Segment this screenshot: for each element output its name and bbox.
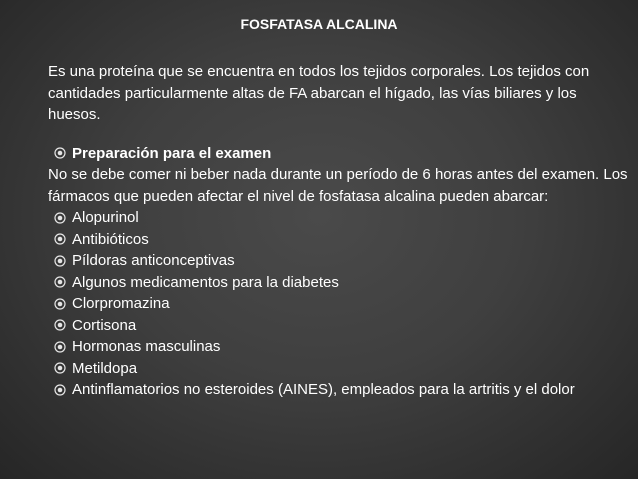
- circled-dot-bullet-icon: [48, 229, 72, 251]
- circled-dot-bullet-icon: [48, 358, 72, 380]
- list-item: [48, 207, 628, 229]
- list-item-text: Algunos medicamentos para la diabetes: [72, 273, 339, 291]
- section-heading: Preparación para el examen: [72, 144, 272, 162]
- list-item: [48, 358, 628, 380]
- list-item-text: Cortisona: [72, 316, 137, 334]
- circled-dot-bullet-icon: [48, 293, 72, 315]
- circled-dot-bullet-icon: [48, 336, 72, 358]
- circled-dot-bullet-icon: [48, 207, 72, 229]
- list-item: [48, 336, 628, 358]
- list-item: [48, 315, 628, 337]
- list-item: [48, 272, 628, 294]
- list-item: [48, 250, 628, 272]
- slide-body: [48, 61, 628, 401]
- list-item-text: Metildopa: [72, 359, 138, 377]
- list-item-text: Alopurinol: [72, 209, 139, 226]
- list-item: [48, 229, 628, 251]
- list-item-text: Antibióticos: [72, 230, 149, 248]
- list-item: [48, 379, 628, 401]
- section-heading-row: [48, 143, 628, 165]
- list-item-text: Antinflamatorios no esteroides (AINES), empleados para la artritis y el dolor: [72, 381, 575, 398]
- circled-dot-bullet-icon: [48, 250, 72, 272]
- circled-dot-bullet-icon: [48, 272, 72, 294]
- list-item-text: Píldoras anticonceptivas: [72, 252, 235, 269]
- intro-paragraph: Es una proteína que se encuentra en todos los tejidos corporales. Los tejidos con cantidades particularmente altas de FA abarcan el hígado, las vías biliares y los huesos.: [48, 63, 590, 123]
- list-item: [48, 293, 628, 315]
- medication-list: [48, 207, 628, 401]
- circled-dot-bullet-icon: [48, 147, 72, 159]
- circled-dot-bullet-icon: [48, 379, 72, 401]
- preparation-paragraph: No se debe comer ni beber nada durante un período de 6 horas antes del examen. Los fármacos que pueden afectar el nivel de fosfatasa alcalina pueden abarcar:: [48, 166, 628, 205]
- slide-title: FOSFATASA ALCALINA: [240, 16, 398, 32]
- list-item-text: Clorpromazina: [72, 295, 170, 312]
- list-item-text: Hormonas masculinas: [72, 338, 221, 355]
- circled-dot-bullet-icon: [48, 315, 72, 337]
